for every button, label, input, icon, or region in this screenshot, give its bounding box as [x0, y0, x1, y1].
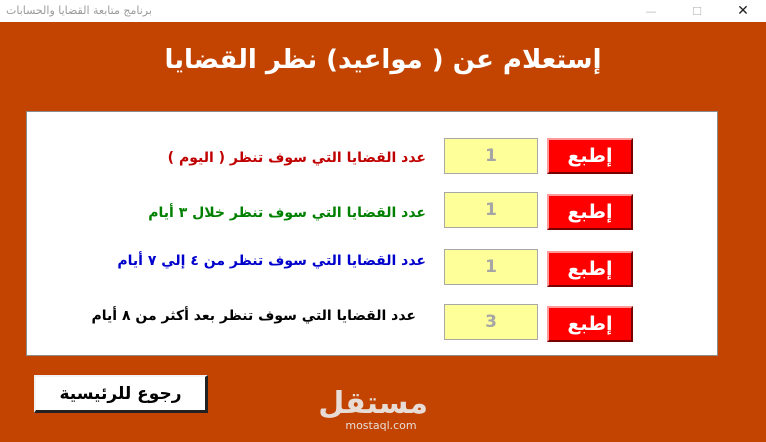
- today-label: عدد القضايا التي سوف تنظر ( اليوم ): [167, 150, 426, 166]
- three-days-count-field[interactable]: 1: [444, 192, 538, 228]
- eight-plus-label: عدد القضايا التي سوف تنظر بعد أكثر من ٨ أيام: [91, 308, 416, 324]
- three-days-label: عدد القضايا التي سوف تنظر خلال ٣ أيام: [148, 205, 426, 221]
- watermark-url: mostaql.com: [345, 419, 417, 432]
- window-title: برنامج متابعة القضايا والحسابات: [6, 4, 152, 17]
- four-to-seven-count-field[interactable]: 1: [444, 249, 538, 285]
- back-to-home-button[interactable]: رجوع للرئيسية: [34, 375, 208, 413]
- page-title: إستعلام عن ( مواعيد) نظر القضايا: [164, 45, 602, 75]
- minimize-button[interactable]: —: [645, 4, 657, 18]
- watermark-logo-text: مستقل: [318, 386, 428, 421]
- print-today-button[interactable]: إطبع: [547, 138, 633, 174]
- mostaql-watermark: [318, 386, 428, 432]
- print-4to7days-button[interactable]: إطبع: [547, 251, 633, 287]
- window-controls: [628, 0, 766, 22]
- eight-plus-count-field[interactable]: 3: [444, 304, 538, 340]
- title-bar: [0, 0, 766, 22]
- today-count-field[interactable]: 1: [444, 138, 538, 174]
- four-to-seven-label: عدد القضايا التي سوف تنظر من ٤ إلي ٧ أيام: [117, 253, 426, 269]
- print-8plus-button[interactable]: إطبع: [547, 306, 633, 342]
- print-3days-button[interactable]: إطبع: [547, 194, 633, 230]
- close-button[interactable]: ✕: [737, 3, 749, 19]
- maximize-button[interactable]: ☐: [692, 4, 702, 18]
